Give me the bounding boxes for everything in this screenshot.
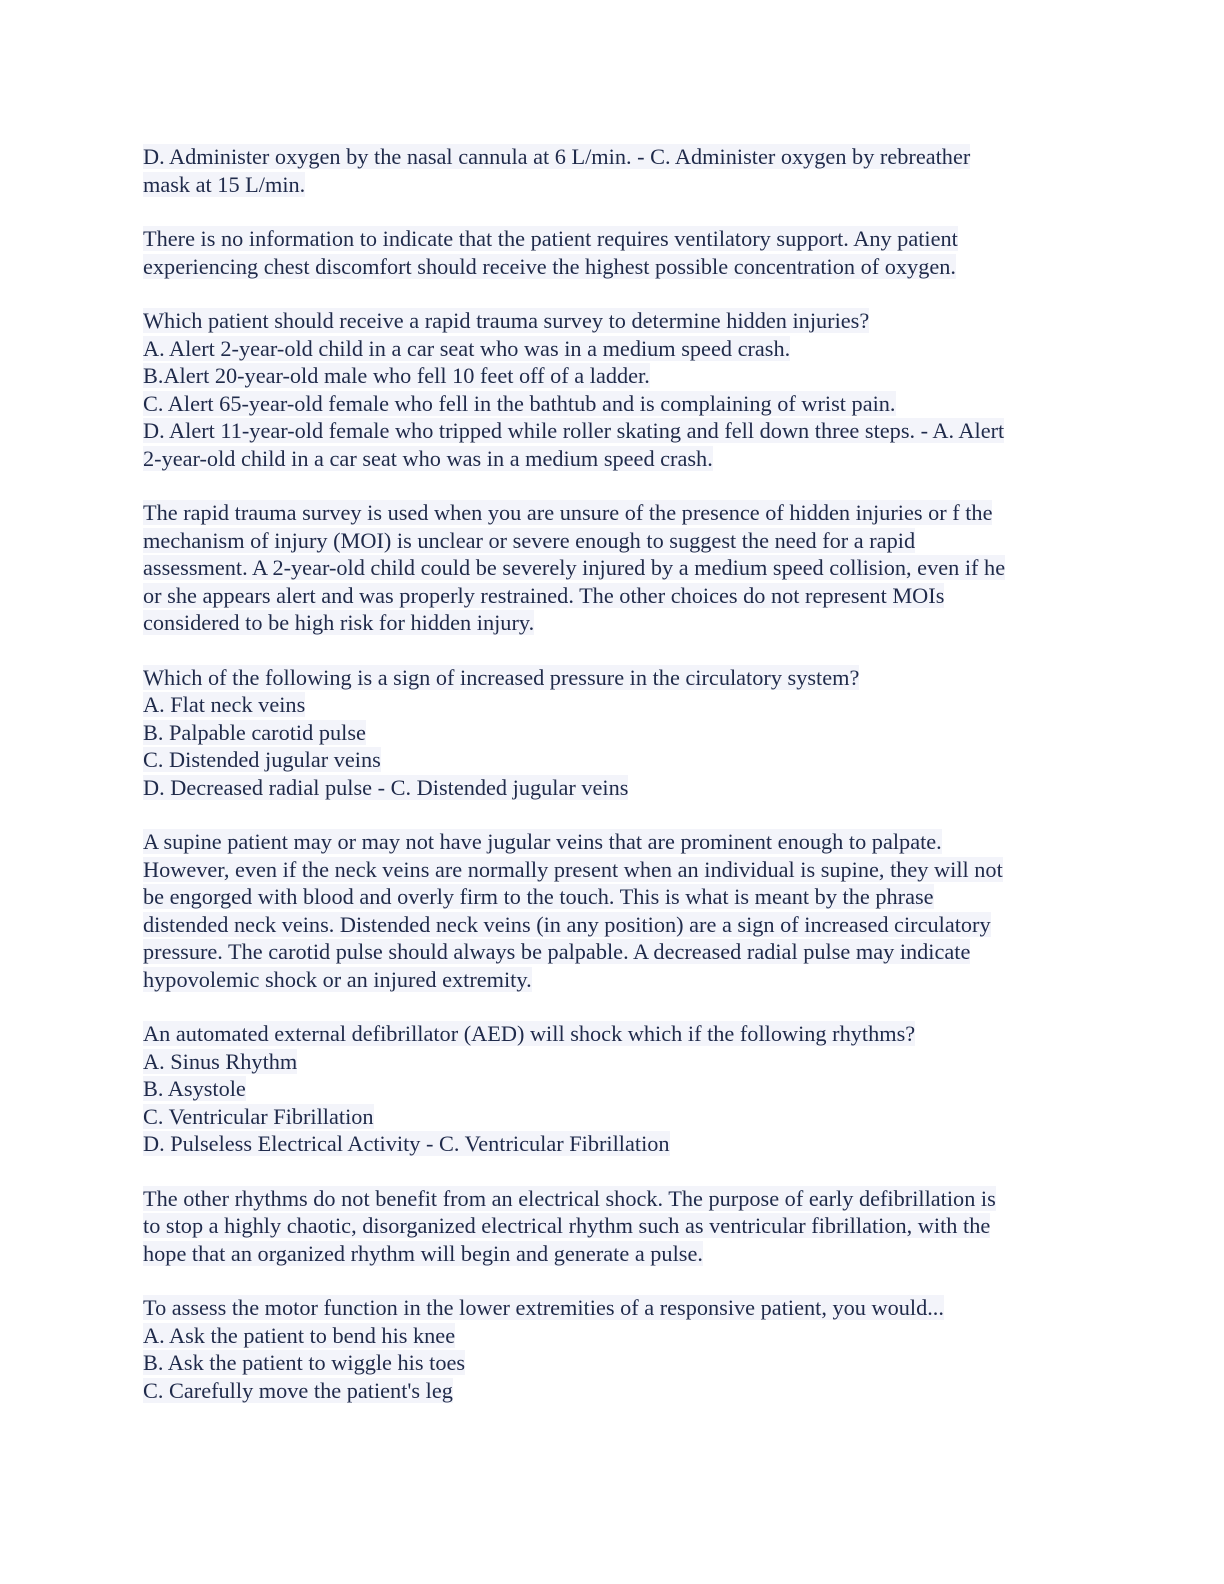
text-line: There is no information to indicate that the patient requires ventilatory support. Any patient [143,226,958,251]
option-d-with-answer: D. Decreased radial pulse - C. Distended jugular veins [143,774,629,800]
option-c: C. Ventricular Fibrillation [143,1103,374,1129]
text-line: However, even if the neck veins are normally present when an individual is supine, they will not [143,856,1003,882]
option-a: A. Flat neck veins [143,692,306,717]
option-c: C. Carefully move the patient's leg [143,1377,453,1403]
question-rapid-trauma-survey [143,307,1083,472]
question-aed-rhythms [143,1020,1083,1158]
text-line: be engorged with blood and overly firm to the touch. This is what is meant by the phrase [143,884,934,909]
text-line: D. Administer oxygen by the nasal cannula at 6 L/min. - C. Administer oxygen by rebreather [143,144,971,169]
paragraph-rationale-jugular-veins [143,828,1083,993]
option-c: C. Alert 65-year-old female who fell in the bathtub and is complaining of wrist pain. [143,390,896,416]
text-line: or she appears alert and was properly restrained. The other choices do not represent MOIs [143,582,945,608]
text-line: A supine patient may or may not have jugular veins that are prominent enough to palpate. [143,829,942,854]
text-line: considered to be high risk for hidden injury. [143,610,535,635]
option-b: B. Ask the patient to wiggle his toes [143,1350,466,1375]
text-line: The rapid trauma survey is used when you are unsure of the presence of hidden injuries or f the [143,500,993,525]
question-text: An automated external defibrillator (AED) will shock which if the following rhythms? [143,1021,916,1046]
document-page [143,143,1083,1431]
option-c: C. Distended jugular veins [143,747,381,772]
text-line: to stop a highly chaotic, disorganized electrical rhythm such as ventricular fibrillation, with the [143,1213,991,1238]
text-line: hope that an organized rhythm will begin and generate a pulse. [143,1240,703,1266]
option-d-with-answer: D. Pulseless Electrical Activity - C. Ventricular Fibrillation [143,1131,670,1156]
paragraph-rationale-trauma-survey [143,499,1083,637]
answer-continuation: 2-year-old child in a car seat who was in a medium speed crash. [143,445,713,471]
question-circulatory-pressure [143,664,1083,802]
option-a: A. Sinus Rhythm [143,1048,298,1074]
option-b: B. Asystole [143,1076,246,1101]
question-text: Which patient should receive a rapid trauma survey to determine hidden injuries? [143,308,870,333]
question-motor-function [143,1294,1083,1404]
text-line: pressure. The carotid pulse should always be palpable. A decreased radial pulse may indicate [143,939,971,964]
option-a: A. Alert 2-year-old child in a car seat who was in a medium speed crash. [143,335,791,361]
paragraph-rationale-defibrillation [143,1185,1083,1268]
paragraph-rationale-oxygen [143,225,1083,280]
option-b: B. Palpable carotid pulse [143,719,366,745]
paragraph-answer-oxygen [143,143,1083,198]
text-line: hypovolemic shock or an injured extremity. [143,966,532,992]
text-line: assessment. A 2-year-old child could be severely injured by a medium speed collision, even if he [143,555,1006,580]
text-line: mask at 15 L/min. [143,171,306,197]
option-d-with-answer: D. Alert 11-year-old female who tripped while roller skating and fell down three steps. - A. Alert [143,418,1005,443]
text-line: distended neck veins. Distended neck veins (in any position) are a sign of increased circulatory [143,911,991,937]
text-line: experiencing chest discomfort should receive the highest possible concentration of oxygen. [143,253,956,279]
question-text: Which of the following is a sign of increased pressure in the circulatory system? [143,664,860,690]
option-a: A. Ask the patient to bend his knee [143,1322,456,1348]
option-b: B.Alert 20-year-old male who fell 10 feet off of a ladder. [143,363,650,388]
question-text: To assess the motor function in the lower extremities of a responsive patient, you would... [143,1295,944,1320]
text-line: The other rhythms do not benefit from an electrical shock. The purpose of early defibrillation is [143,1185,996,1211]
text-line: mechanism of injury (MOI) is unclear or severe enough to suggest the need for a rapid [143,527,916,553]
